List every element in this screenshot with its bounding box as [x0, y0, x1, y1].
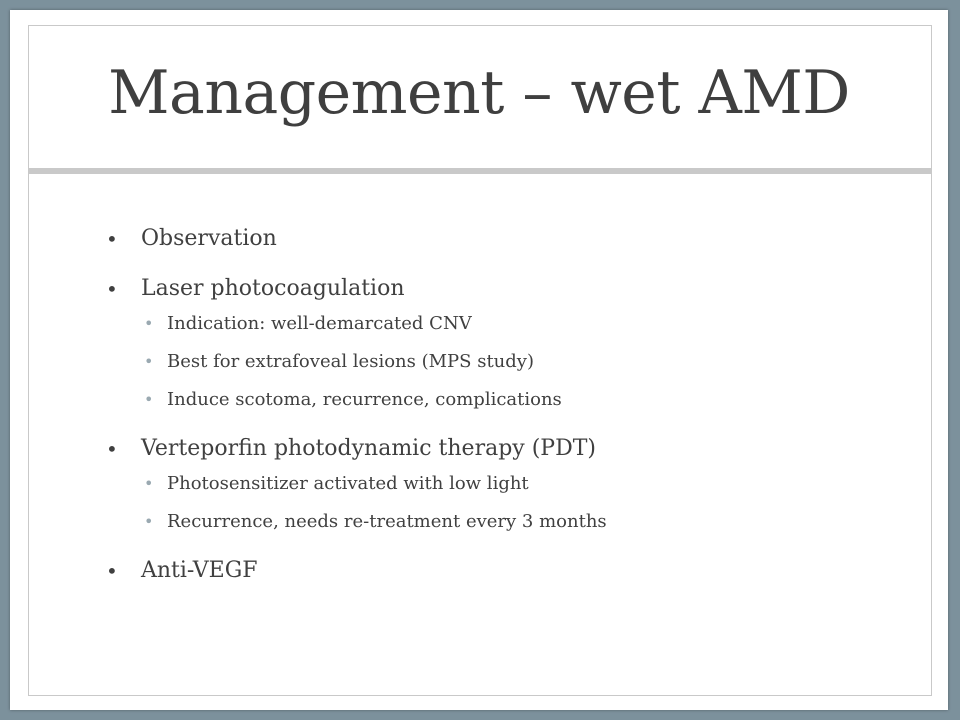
bullet-icon: • — [106, 437, 118, 461]
bullet-text: Laser photocoagulation — [141, 276, 405, 301]
bullet-text: Anti-VEGF — [141, 558, 258, 583]
bullet-observation — [104, 224, 904, 254]
bullet-icon: • — [106, 227, 118, 251]
sub-bullet — [104, 510, 904, 534]
sub-bullet-text: Photosensitizer activated with low light — [167, 473, 529, 494]
sub-bullet — [104, 388, 904, 412]
slide-page — [10, 10, 948, 710]
bullet-text: Observation — [141, 226, 277, 251]
sub-bullet-icon: • — [144, 474, 154, 493]
slide-title: Management – wet AMD — [108, 58, 850, 128]
sub-bullet-text: Best for extrafoveal lesions (MPS study) — [167, 351, 534, 372]
sub-bullet — [104, 350, 904, 374]
title-divider — [28, 168, 932, 174]
sub-bullet — [104, 312, 904, 336]
sub-bullet-icon: • — [144, 352, 154, 371]
bullet-laser-photocoagulation — [104, 274, 904, 304]
sub-bullet-icon: • — [144, 314, 154, 333]
sub-bullet-text: Recurrence, needs re-treatment every 3 months — [167, 511, 607, 532]
sub-bullet-icon: • — [144, 512, 154, 531]
sub-bullet-list — [104, 312, 904, 412]
bullet-icon: • — [106, 559, 118, 583]
sub-bullet-text: Induce scotoma, recurrence, complications — [167, 389, 562, 410]
bullet-text: Verteporfin photodynamic therapy (PDT) — [141, 436, 596, 461]
bullet-icon: • — [106, 277, 118, 301]
bullet-list — [104, 224, 904, 606]
sub-bullet — [104, 472, 904, 496]
sub-bullet-icon: • — [144, 390, 154, 409]
sub-bullet-list — [104, 472, 904, 534]
sub-bullet-text: Indication: well-demarcated CNV — [167, 313, 472, 334]
bullet-verteporfin-pdt — [104, 434, 904, 464]
bullet-anti-vegf — [104, 556, 904, 586]
